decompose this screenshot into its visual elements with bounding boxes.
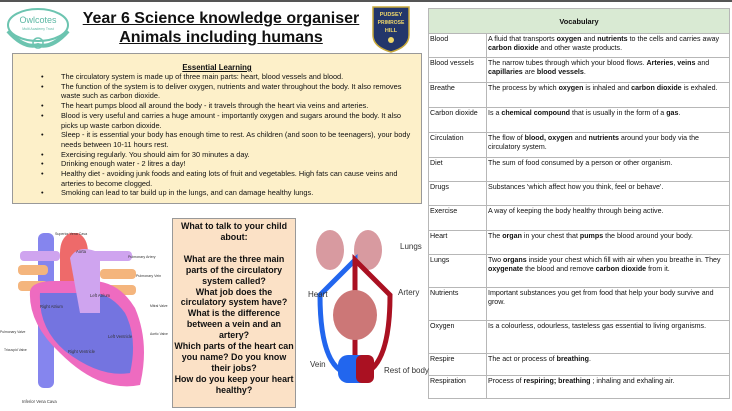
title-line-1: Year 6 Science knowledge organiser (82, 10, 360, 27)
vocabulary-term: Drugs (429, 182, 487, 206)
talk-question: What is the difference between a vein and an artery? (186, 308, 282, 341)
label-aortic-valve: Aortic Valve (150, 332, 168, 336)
definition-text: and (572, 134, 589, 142)
definition-text: in your chest that (521, 232, 580, 240)
vocabulary-term: Respiration (429, 376, 487, 399)
svg-text:Multi Academy Trust: Multi Academy Trust (22, 27, 54, 31)
definition-text: around your body via the circulatory system. (488, 134, 699, 151)
definition-text: A fluid that transports (488, 35, 557, 43)
essential-learning-list (19, 72, 415, 198)
definition-bold-text: breathing (556, 355, 589, 363)
heart-diagram (0, 213, 168, 411)
definition-text: Important substances you get from food that help your body survive and grow. (488, 289, 714, 306)
vocabulary-term: Heart (429, 231, 487, 255)
vocabulary-term: Lungs (429, 255, 487, 288)
definition-text: Two (488, 256, 503, 264)
label-heart: Heart (308, 290, 328, 299)
vocabulary-term: Carbon dioxide (429, 108, 487, 133)
vocabulary-term: Circulation (429, 133, 487, 158)
essential-learning-box (12, 53, 422, 204)
vocabulary-row (429, 354, 730, 376)
label-mitral-valve: Mitral Valve (150, 304, 168, 308)
definition-bold-text: blood vessels (536, 68, 584, 76)
definition-text: A way of keeping the body healthy through being active. (488, 207, 664, 215)
definition-text: to the cells and carries away (627, 35, 720, 43)
page-title (76, 9, 366, 47)
definition-text: that is usually in the form of a (570, 109, 667, 117)
vocabulary-definition (487, 206, 730, 231)
label-pulmonary-artery: Pulmonary Artery (128, 255, 156, 259)
owlcotes-logo (4, 5, 72, 51)
vocabulary-definition (487, 158, 730, 182)
label-rest-of-body: Rest of body (384, 366, 429, 375)
definition-text: The process by which (488, 84, 559, 92)
label-superior-vena-cava: Superior Vena Cava (55, 232, 88, 236)
vocabulary-row (429, 321, 730, 354)
essential-learning-item: • The heart pumps blood all around the body - it travels through the heart via veins and arteries. (19, 101, 415, 111)
definition-text: Process of (488, 377, 524, 385)
definition-text: The act or process of (488, 355, 557, 363)
talk-question: How do you keep your heart healthy? (174, 373, 294, 395)
vocabulary-term: Oxygen (429, 321, 487, 354)
definition-bold-text: carbon dioxide (595, 265, 647, 273)
circulation-diagram (300, 225, 429, 400)
vocabulary-row (429, 182, 730, 206)
talk-heading: What to talk to your child about: (180, 221, 287, 242)
vocabulary-term: Nutrients (429, 288, 487, 321)
essential-learning-item: • Drinking enough water - 2 litres a day! (19, 159, 415, 169)
definition-text: The (488, 232, 503, 240)
definition-bold-text: respiring; breathing (523, 377, 591, 385)
vocabulary-definition (487, 58, 730, 83)
label-inferior-vena-cava: Inferior Vena Cava (22, 399, 57, 404)
vocabulary-definition (487, 321, 730, 354)
vocabulary-row (429, 231, 730, 255)
vocabulary-definition (487, 83, 730, 108)
definition-text: and (581, 35, 598, 43)
definition-bold-text: nutrients (597, 35, 628, 43)
definition-text: . (678, 109, 681, 117)
vocabulary-row (429, 206, 730, 231)
label-right-ventricle: Right Ventricle (68, 349, 95, 354)
vocabulary-definition (487, 354, 730, 376)
definition-text: . (583, 68, 586, 76)
definition-bold-text: organs (502, 256, 527, 264)
svg-text:PUDSEY: PUDSEY (379, 12, 403, 18)
talk-question (173, 243, 295, 254)
essential-learning-item: • Blood is very useful and carries a huge amount - importantly oxygen and sugars around the body. It also picks up waste carbon dioxide. (19, 111, 415, 130)
definition-text: from it. (646, 265, 670, 273)
definition-text: The sum of food consumed by a person or other organism. (488, 159, 673, 167)
school-crest (371, 5, 411, 53)
definition-text: , (673, 59, 678, 67)
label-left-ventricle: Left Ventricle (108, 334, 133, 339)
vocabulary-heading: Vocabulary (429, 9, 730, 34)
definition-text: and other waste products. (538, 44, 623, 52)
vocabulary-row (429, 158, 730, 182)
vocabulary-row (429, 34, 730, 58)
definition-text: The narrow tubes through which your blood flows. (488, 59, 647, 67)
definition-text: is exhaled. (681, 84, 718, 92)
definition-bold-text: gas (666, 109, 679, 117)
definition-text: and (695, 59, 710, 67)
definition-text: Is a colourless, odourless, tasteless gas essential to living organisms. (488, 322, 707, 330)
vocabulary-definition (487, 231, 730, 255)
vocabulary-term: Exercise (429, 206, 487, 231)
label-pulmonary-valve: Pulmonary Valve (0, 330, 26, 334)
vocabulary-row (429, 288, 730, 321)
vocabulary-table (428, 8, 730, 399)
talk-question: Which parts of the heart can you name? Do you know their jobs? (174, 341, 294, 373)
definition-bold-text: Arteries (646, 59, 674, 67)
definition-bold-text: veins (677, 59, 696, 67)
top-border (0, 0, 732, 2)
vocabulary-definition (487, 182, 730, 206)
definition-text: Substances 'which affect how you think, feel or behave'. (488, 183, 664, 191)
vocabulary-definition (487, 133, 730, 158)
definition-bold-text: oxygen (558, 84, 584, 92)
label-pulmonary-vein: Pulmonary Vein (136, 274, 162, 278)
definition-bold-text: organ (502, 232, 522, 240)
vocabulary-term: Diet (429, 158, 487, 182)
title-line-2: Animals including humans (119, 29, 323, 46)
definition-text: . (588, 355, 591, 363)
vocabulary-row (429, 108, 730, 133)
definition-text: the blood around your body. (603, 232, 693, 240)
label-lungs: Lungs (400, 242, 422, 251)
definition-text: Is a (488, 109, 502, 117)
definition-bold-text: nutrients (588, 134, 619, 142)
essential-learning-item: • Smoking can lead to tar build up in the lungs, and can damage healthy lungs. (19, 188, 415, 198)
svg-text:HILL: HILL (384, 28, 398, 34)
vocabulary-term: Blood (429, 34, 487, 58)
definition-text: are (522, 68, 537, 76)
vocabulary-row (429, 133, 730, 158)
essential-learning-item: • The circulatory system is made up of three main parts: heart, blood vessels and blood. (19, 72, 415, 82)
talk-question: What job does the circulatory system have? (180, 286, 288, 308)
definition-bold-text: chemical compound (501, 109, 570, 117)
talk-question: What are the three main parts of the circulatory system called? (183, 253, 285, 286)
vocabulary-row (429, 376, 730, 399)
essential-learning-heading: Essential Learning (182, 63, 252, 72)
definition-text: The flow of (488, 134, 525, 142)
vocabulary-term: Respire (429, 354, 487, 376)
essential-learning-item: • Sleep - it is essential your body has enough time to rest. As children (and soon to be teenagers), your body needs between 10-11 hours rest. (19, 130, 415, 149)
talk-to-child-box (172, 218, 296, 408)
essential-learning-item: • Exercising regularly. You should aim for 30 minutes a day. (19, 150, 415, 160)
definition-bold-text: blood, oxygen (524, 134, 573, 142)
label-vein: Vein (310, 360, 326, 369)
label-artery: Artery (398, 288, 420, 297)
definition-bold-text: oxygenate (488, 265, 524, 273)
vocabulary-row (429, 255, 730, 288)
definition-bold-text: carbon dioxide (488, 44, 539, 52)
label-left-atrium: Left Atrium (90, 293, 111, 298)
definition-bold-text: pumps (579, 232, 604, 240)
vocabulary-term: Breathe (429, 83, 487, 108)
svg-text:PRIMROSE: PRIMROSE (377, 20, 405, 26)
vocabulary-row (429, 83, 730, 108)
vocabulary-definition (487, 34, 730, 58)
label-tricuspid-valve: Tricuspid Valve (4, 348, 27, 352)
vocabulary-row (429, 58, 730, 83)
vocabulary-definition (487, 288, 730, 321)
definition-bold-text: carbon dioxide (631, 84, 682, 92)
definition-text: is inhaled and (583, 84, 632, 92)
essential-learning-item: • Healthy diet - avoiding junk foods and eating lots of fruit and vegetables. High fats can cause veins and arteries to become clogged. (19, 169, 415, 188)
vocabulary-term: Blood vessels (429, 58, 487, 83)
vocabulary-definition (487, 376, 730, 399)
essential-learning-item: • The function of the system is to deliver oxygen, nutrients and water throughout the body. It also removes waste such as carbon dioxide. (19, 82, 415, 101)
svg-text:Owlcotes: Owlcotes (19, 15, 57, 25)
label-aorta: Aorta (76, 249, 87, 254)
definition-text: ; inhaling and exhaling air. (590, 377, 675, 385)
vocabulary-definition (487, 108, 730, 133)
definition-bold-text: oxygen (556, 35, 582, 43)
label-right-atrium: Right Atrium (40, 304, 63, 309)
definition-text: inside your chest which fill with air when you breathe in. They (526, 256, 721, 264)
vocabulary-definition (487, 255, 730, 288)
definition-text: the blood and remove (523, 265, 596, 273)
definition-bold-text: capillaries (488, 68, 523, 76)
